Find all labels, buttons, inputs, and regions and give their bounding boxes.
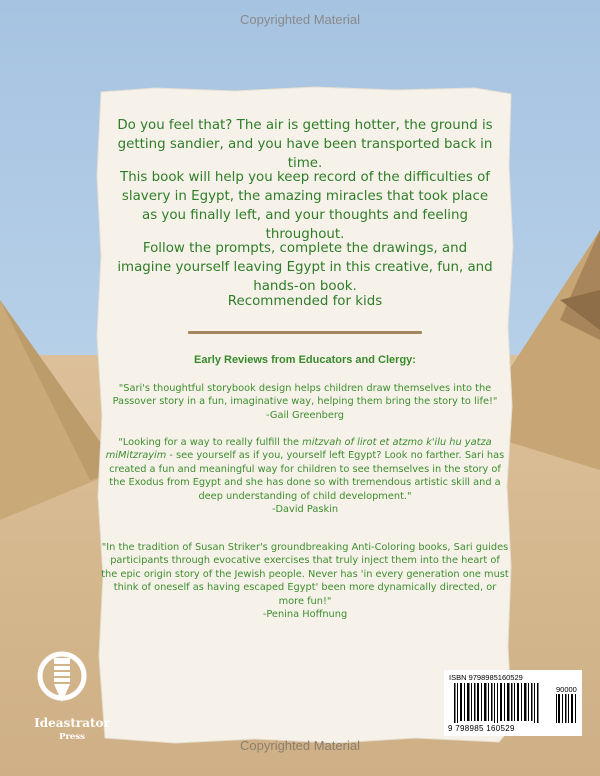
publisher-name: Ideastrator — [34, 716, 110, 730]
review-quote-text-end: - see yourself as if you, yourself left Egypt? Look no farther. Sari has created a fun and meaningful way for children to see themselves in the story of the Exodus from Egypt and she has done so with tremendous artistic skill and a deep understanding of child development." — [109, 450, 505, 502]
review-2 — [101, 436, 509, 516]
review-quote-italic: mitzvah of lirot et atzmo k'ilu hu yatza miMitzrayim — [105, 437, 492, 462]
review-quote — [101, 541, 509, 608]
publisher-logo — [26, 642, 118, 752]
intro-paragraph-1: Do you feel that? The air is getting hotter, the ground is getting sandier, and you have been transported back in time. — [117, 118, 493, 171]
pencil-logo-icon — [26, 642, 118, 714]
watermark-bottom: Copyrighted Material — [240, 738, 360, 753]
review-1 — [101, 382, 509, 422]
review-quote — [101, 436, 509, 503]
review-quote-text: "In the tradition of Susan Striker's groundbreaking Anti-Coloring books, Sari guides participants through evocative exercises that truly inject them into the heart of the epic origin story of the Jewish people. Never has 'in every generation one must think of oneself as having escaped Egypt' been more dynamically directed, or more fun!" — [101, 542, 509, 607]
review-quote — [101, 382, 509, 409]
intro-paragraph-3: Follow the prompts, complete the drawings, and imagine yourself leaving Egypt in this creative, fun, and hands-on book. — [117, 241, 493, 294]
review-author: -David Paskin — [271, 504, 339, 516]
review-quote-text: "Sari's thoughtful storybook design helps children draw themselves into the Passover story in a fun, imaginative way, helping them bring the story to life!" — [112, 383, 498, 408]
barcode-digits: 9 798985 160529 — [448, 724, 515, 733]
watermark-top: Copyrighted Material — [240, 12, 360, 27]
recommendation-text: Recommended for kids — [227, 294, 383, 309]
section-divider — [188, 331, 422, 334]
review-3 — [101, 541, 509, 621]
review-quote-text: "Looking for a way to really fulfill the — [118, 437, 303, 448]
review-author: -Gail Greenberg — [265, 409, 345, 421]
publisher-sub: Press — [59, 732, 85, 742]
review-author: -Penina Hoffnung — [262, 609, 348, 621]
price-code: 90000 — [556, 685, 577, 694]
parchment-content — [95, 86, 515, 746]
isbn-barcode — [444, 670, 582, 736]
intro-paragraph-2: This book will help you keep record of the difficulties of slavery in Egypt, the amazing miracles that took place as you finally left, and your thoughts and feeling throughout. — [120, 170, 490, 242]
isbn-label: ISBN 9798985160529 — [449, 673, 523, 682]
reviews-heading: Early Reviews from Educators and Clergy: — [194, 354, 416, 366]
parchment-panel — [95, 86, 515, 746]
